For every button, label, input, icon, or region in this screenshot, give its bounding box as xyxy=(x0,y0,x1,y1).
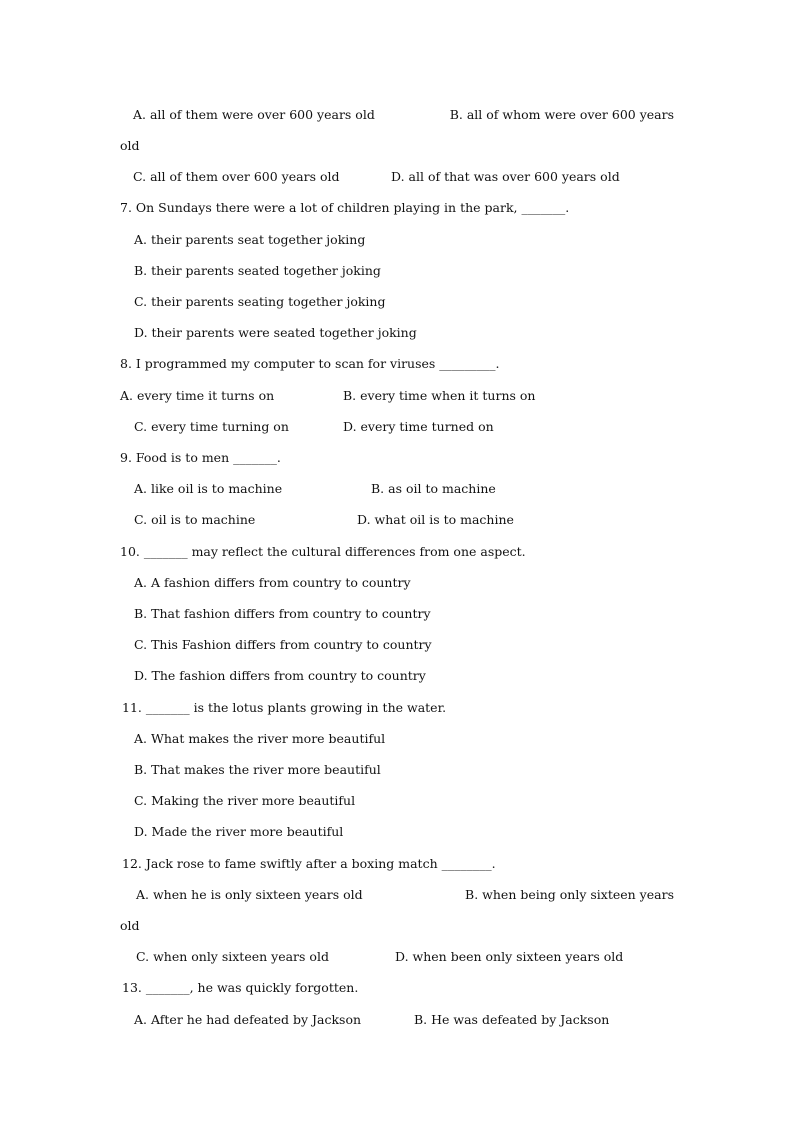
q6-option-a: A. all of them were over 600 years old xyxy=(133,107,375,122)
q7-option-a: A. their parents seat together joking xyxy=(134,232,366,247)
q10-option-d: D. The fashion differs from country to country xyxy=(134,668,426,683)
q12-option-b: B. when being only sixteen years xyxy=(465,887,674,902)
q11-option-c: C. Making the river more beautiful xyxy=(134,793,356,808)
q10-option-a: A. A fashion differs from country to country xyxy=(134,575,411,590)
q8-option-c: C. every time turning on xyxy=(134,419,289,434)
q10-stem: 10. _______ may reflect the cultural differences from one aspect. xyxy=(120,544,526,559)
q11-option-a: A. What makes the river more beautiful xyxy=(134,731,386,746)
q9-option-c: C. oil is to machine xyxy=(134,512,256,527)
q11-stem: 11. _______ is the lotus plants growing in the water. xyxy=(122,700,447,715)
q9-option-a: A. like oil is to machine xyxy=(134,481,283,496)
q6-options-ab-line xyxy=(133,105,674,125)
q13-stem: 13. _______, he was quickly forgotten. xyxy=(122,980,359,995)
q6-option-b: B. all of whom were over 600 years xyxy=(449,107,674,122)
q6-option-d: D. all of that was over 600 years old xyxy=(391,169,620,184)
q10-option-c: C. This Fashion differs from country to country xyxy=(134,637,432,652)
q13-option-a: A. After he had defeated by Jackson xyxy=(134,1012,362,1027)
q7-stem: 7. On Sundays there were a lot of children playing in the park, _______. xyxy=(120,200,570,215)
q7-option-b: B. their parents seated together joking xyxy=(134,263,381,278)
q9-option-b: B. as oil to machine xyxy=(371,481,496,496)
q6-option-c: C. all of them over 600 years old xyxy=(133,169,340,184)
q9-option-d: D. what oil is to machine xyxy=(357,512,514,527)
q8-option-b: B. every time when it turns on xyxy=(343,388,536,403)
q12-stem: 12. Jack rose to fame swiftly after a boxing match ________. xyxy=(122,856,496,871)
q8-option-a: A. every time it turns on xyxy=(120,388,275,403)
q8-option-d: D. every time turned on xyxy=(343,419,494,434)
q12-option-c: C. when only sixteen years old xyxy=(136,949,329,964)
q11-option-b: B. That makes the river more beautiful xyxy=(134,762,381,777)
q13-option-b: B. He was defeated by Jackson xyxy=(414,1012,610,1027)
q12-option-b-wrap: old xyxy=(120,918,140,933)
q10-option-b: B. That fashion differs from country to country xyxy=(134,606,431,621)
q6-option-b-wrap: old xyxy=(120,138,140,153)
q12-options-ab-line xyxy=(136,885,674,905)
q7-option-c: C. their parents seating together joking xyxy=(134,294,386,309)
q11-option-d: D. Made the river more beautiful xyxy=(134,824,344,839)
q7-option-d: D. their parents were seated together joking xyxy=(134,325,417,340)
q12-option-a: A. when he is only sixteen years old xyxy=(136,887,363,902)
q12-option-d: D. when been only sixteen years old xyxy=(395,949,624,964)
q9-stem: 9. Food is to men _______. xyxy=(120,450,281,465)
q8-stem: 8. I programmed my computer to scan for viruses _________. xyxy=(120,356,500,371)
